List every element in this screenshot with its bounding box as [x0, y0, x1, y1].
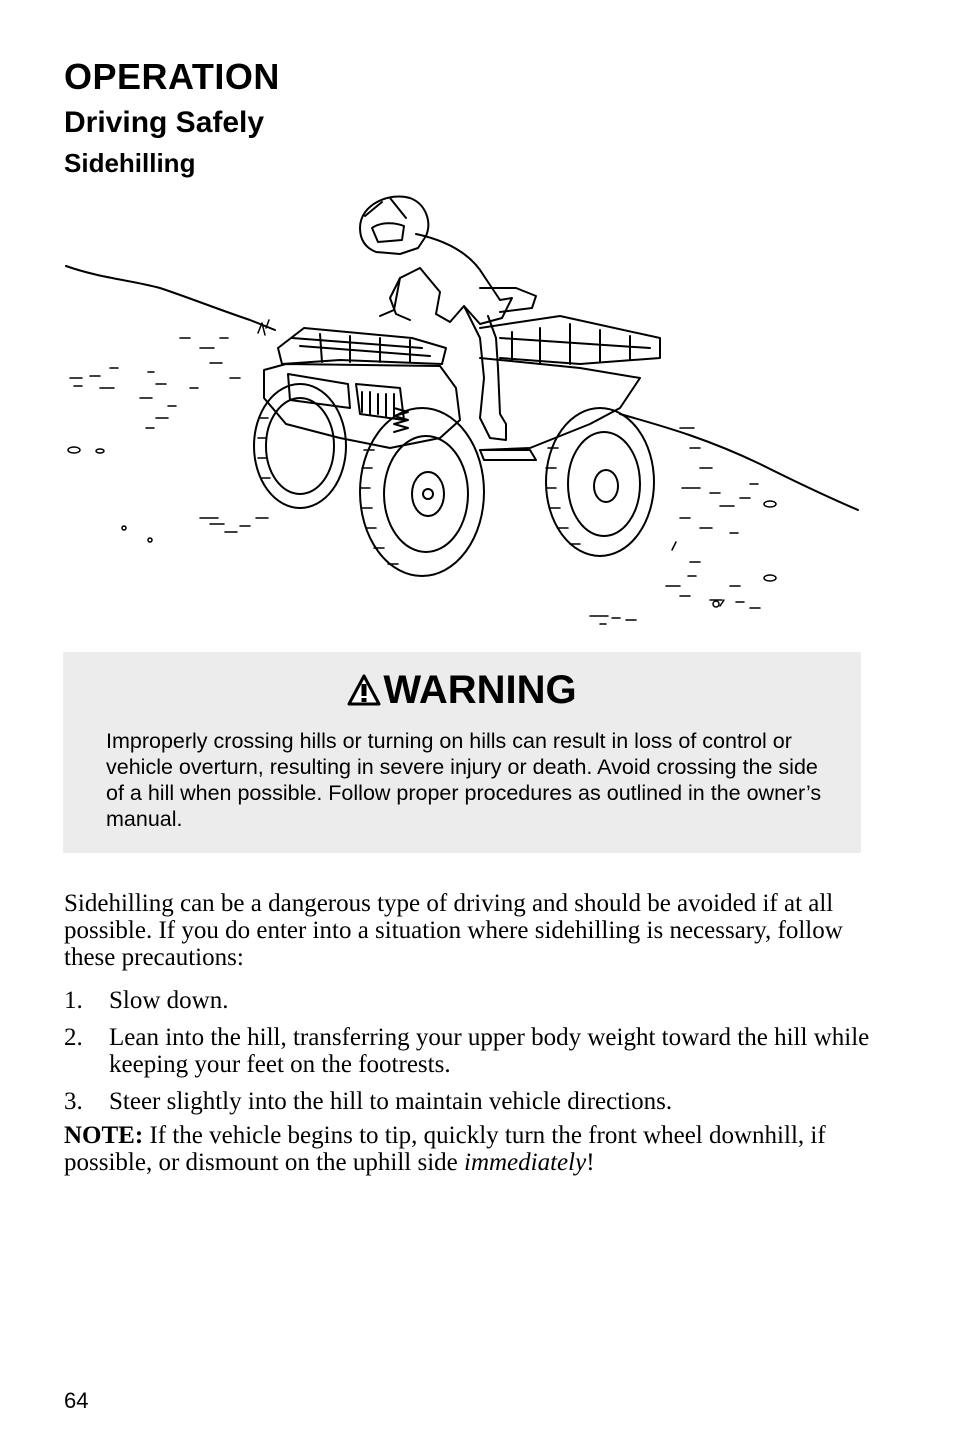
note-label: NOTE: — [64, 1122, 144, 1149]
warning-title — [63, 668, 861, 713]
list-item — [64, 987, 874, 1014]
warning-text: Improperly crossing hills or turning on hills can result in loss of control or vehicle overturn, resulting in severe injury or death. Avoid crossing the side of a hill when possible. Follow proper procedures as outlined in the owner’s manual. — [106, 729, 822, 831]
note-end: ! — [586, 1149, 595, 1176]
list-item — [64, 1024, 874, 1078]
note-emphasis: immediately — [464, 1149, 587, 1176]
list-item-text: Lean into the hill, transferring your upper body weight toward the hill while keeping your feet on the footrests. — [109, 1024, 870, 1078]
list-item-text: Steer slightly into the hill to maintain vehicle directions. — [109, 1088, 673, 1115]
atv-sidehilling-illustration — [60, 188, 864, 636]
list-item-number: 1. — [64, 987, 83, 1014]
page-number: 64 — [64, 1388, 89, 1413]
warning-title-text: WARNING — [383, 668, 577, 712]
note-paragraph — [64, 1122, 874, 1176]
list-item-text: Slow down. — [109, 987, 229, 1014]
list-item-number: 2. — [64, 1024, 83, 1051]
page-subtitle: Sidehilling — [64, 148, 196, 178]
list-item-number: 3. — [64, 1088, 83, 1115]
page-title: Driving Safely — [64, 106, 265, 139]
section-heading: OPERATION — [64, 56, 280, 97]
warning-box — [63, 652, 861, 853]
precautions-list — [64, 987, 874, 1125]
warning-triangle-icon — [347, 674, 381, 706]
intro-paragraph: Sidehilling can be a dangerous type of driving and should be avoided if at all possible. If you do enter into a situation where sidehilling is necessary, follow these precautions: — [64, 890, 843, 971]
list-item — [64, 1088, 874, 1115]
note-text: If the vehicle begins to tip, quickly turn the front wheel downhill, if possible, or dismount on the uphill side — [64, 1122, 826, 1176]
